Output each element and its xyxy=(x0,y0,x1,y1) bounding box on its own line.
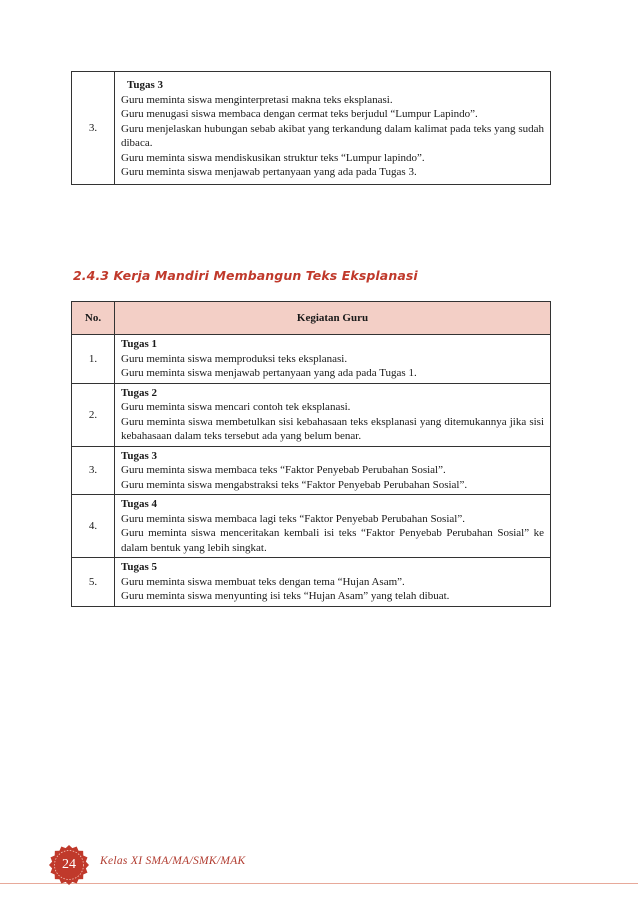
activity-line: Guru meminta siswa menyunting isi teks “Hujan Asam” yang telah dibuat. xyxy=(121,590,450,602)
table-row xyxy=(72,446,551,495)
activity-line: Guru meminta siswa membetulkan sisi kebahasaan teks eksplanasi yang ditemukannya jika sisi kebahasaan dalam teks tersebut ada yang belum benar. xyxy=(121,415,544,442)
activity-line: Guru meminta siswa mengabstraksi teks “Faktor Penyebab Perubahan Sosial”. xyxy=(121,478,468,491)
row-number: 4. xyxy=(72,495,115,558)
row-number: 3. xyxy=(72,72,115,185)
row-number: 3. xyxy=(72,446,115,495)
activity-cell xyxy=(115,495,551,558)
footer-book-title: Kelas XI SMA/MA/SMK/MAK xyxy=(100,855,246,867)
activity-cell xyxy=(115,383,551,446)
table-row xyxy=(72,495,551,558)
activity-line: Guru meminta siswa membuat teks dengan tema “Hujan Asam”. xyxy=(121,575,405,588)
task-title: Tugas 1 xyxy=(121,338,157,350)
activity-cell xyxy=(115,335,551,384)
row-number: 2. xyxy=(72,383,115,446)
activity-line: Guru meminta siswa membaca lagi teks “Faktor Penyebab Perubahan Sosial”. xyxy=(121,512,465,525)
row-number: 1. xyxy=(72,335,115,384)
table-row xyxy=(72,383,551,446)
teacher-activity-table xyxy=(71,301,551,607)
top-activity-table xyxy=(71,71,551,185)
activity-cell xyxy=(115,72,551,185)
table-row xyxy=(72,335,551,384)
page-number: 24 xyxy=(62,857,76,872)
table-row xyxy=(72,72,551,185)
activity-line: Guru meminta siswa menginterpretasi makna teks eksplanasi. xyxy=(121,93,393,106)
row-number: 5. xyxy=(72,558,115,607)
activity-line: Guru meminta siswa menjawab pertanyaan yang ada pada Tugas 1. xyxy=(121,367,417,379)
task-title: Tugas 2 xyxy=(121,386,157,399)
section-heading: 2.4.3 Kerja Mandiri Membangun Teks Eksplanasi xyxy=(73,268,418,283)
footer-divider xyxy=(0,883,638,884)
task-title: Tugas 3 xyxy=(127,79,163,91)
activity-cell xyxy=(115,446,551,495)
header-no: No. xyxy=(72,302,115,335)
activity-line: Guru meminta siswa mendiskusikan struktur teks “Lumpur lapindo”. xyxy=(121,151,425,164)
activity-cell xyxy=(115,558,551,607)
activity-line: Guru meminta siswa mencari contoh tek eksplanasi. xyxy=(121,401,351,413)
header-activity: Kegiatan Guru xyxy=(115,302,551,335)
activity-line: Guru meminta siswa memproduksi teks eksplanasi. xyxy=(121,352,348,365)
table-row xyxy=(72,558,551,607)
activity-line: Guru meminta siswa menceritakan kembali isi teks “Faktor Penyebab Perubahan Sosial” ke dalam bentuk yang lebih singkat. xyxy=(121,527,544,554)
activity-line: Guru menjelaskan hubungan sebab akibat yang terkandung dalam kalimat pada teks yang sudah dibaca. xyxy=(121,122,544,149)
task-title: Tugas 3 xyxy=(121,449,157,462)
activity-line: Guru menugasi siswa membaca dengan cermat teks berjudul “Lumpur Lapindo”. xyxy=(121,108,478,120)
task-title: Tugas 5 xyxy=(121,561,157,573)
activity-line: Guru meminta siswa menjawab pertanyaan yang ada pada Tugas 3. xyxy=(121,166,417,178)
table-header-row xyxy=(72,302,551,335)
task-title: Tugas 4 xyxy=(121,498,157,510)
activity-line: Guru meminta siswa membaca teks “Faktor Penyebab Perubahan Sosial”. xyxy=(121,464,446,476)
